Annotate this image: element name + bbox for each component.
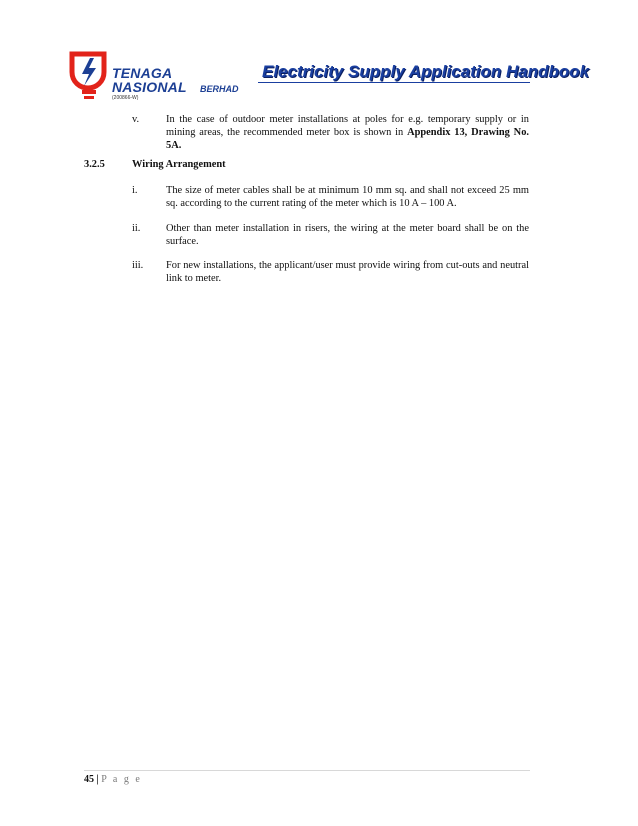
page-footer xyxy=(84,774,142,785)
section-title: Wiring Arrangement xyxy=(132,159,226,170)
page-number: 45 xyxy=(84,774,94,785)
item-number: v. xyxy=(132,114,140,125)
appendix-reference: Appendix 13, Drawing No. 5A. xyxy=(166,127,529,151)
item-number: ii. xyxy=(132,223,141,234)
logo-text-nasional: NASIONAL xyxy=(112,79,187,95)
logo-registration: (200866-W) xyxy=(112,95,139,101)
header-divider xyxy=(258,82,530,83)
handbook-title: Electricity Supply Application Handbook xyxy=(262,62,590,81)
page-label: P a g e xyxy=(101,774,142,785)
section-number: 3.2.5 xyxy=(84,159,105,170)
item-text: The size of meter cables shall be at minimum 10 mm sq. and shall not exceed 25 mm sq. according to the current rating of the meter which is 10 A – 100 A. xyxy=(166,185,529,209)
item-text xyxy=(166,113,529,152)
item-text: For new installations, the applicant/user must provide wiring from cut-outs and neutral link to meter. xyxy=(166,260,529,284)
footer-separator: | xyxy=(94,774,102,785)
tnb-logo xyxy=(68,48,268,108)
item-number: iii. xyxy=(132,260,144,271)
tnb-logo-mark-icon xyxy=(68,48,112,104)
logo-text-tenaga: TENAGA xyxy=(112,65,173,81)
item-number: i. xyxy=(132,185,138,196)
item-text: Other than meter installation in risers, the wiring at the meter board shall be on the surface. xyxy=(166,223,529,247)
logo-text-berhad: BERHAD xyxy=(200,84,239,94)
item-text-plain: In the case of outdoor meter installations at poles for e.g. temporary supply or in mining areas, the recommended meter box is shown in xyxy=(166,114,529,138)
footer-divider xyxy=(84,770,530,771)
